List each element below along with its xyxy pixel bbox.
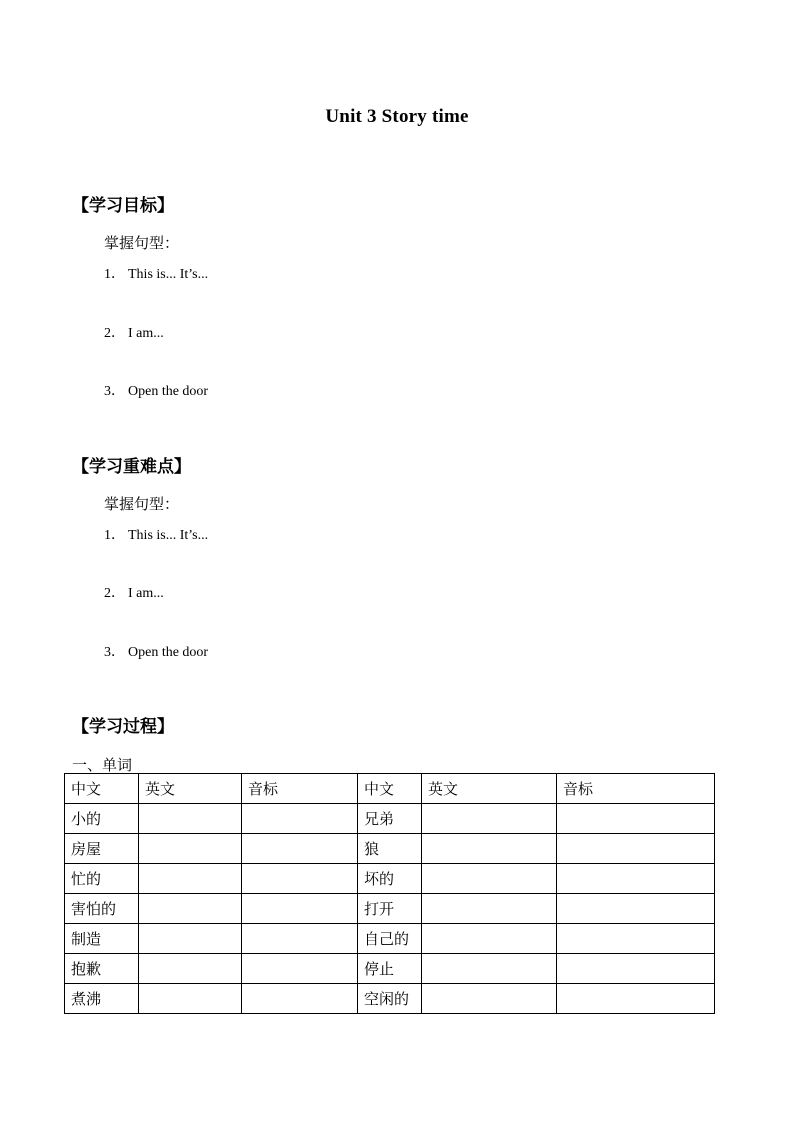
vocabulary-section-label: 一、单词: [72, 756, 133, 774]
goals-item-3-text: Open the door: [128, 384, 209, 399]
word-phonetic-blank[interactable]: [242, 894, 358, 924]
word-english-blank[interactable]: [422, 894, 557, 924]
word-phonetic-blank[interactable]: [557, 924, 715, 954]
word-english-blank[interactable]: [422, 834, 557, 864]
word-phonetic-blank[interactable]: [242, 834, 358, 864]
header-english: 英文: [139, 774, 242, 804]
goals-intro: 掌握句型：: [104, 234, 180, 252]
word-english-blank[interactable]: [422, 954, 557, 984]
word-english-blank[interactable]: [139, 924, 242, 954]
word-english-blank[interactable]: [139, 984, 242, 1014]
table-row: [65, 804, 715, 834]
table-row: [65, 924, 715, 954]
word-english-blank[interactable]: [422, 984, 557, 1014]
word-english-blank[interactable]: [139, 894, 242, 924]
key-points-item-2-number: 2．: [104, 586, 125, 601]
header-english-2: 英文: [422, 774, 557, 804]
table-row: [65, 984, 715, 1014]
word-chinese: 抱歉: [65, 954, 139, 984]
word-chinese: 空闲的: [358, 984, 422, 1014]
table-row: [65, 834, 715, 864]
word-phonetic-blank[interactable]: [242, 954, 358, 984]
word-english-blank[interactable]: [422, 864, 557, 894]
word-chinese: 害怕的: [65, 894, 139, 924]
word-phonetic-blank[interactable]: [557, 954, 715, 984]
word-english-blank[interactable]: [422, 924, 557, 954]
key-points-item-2: [104, 582, 164, 602]
key-points-item-1: [104, 524, 208, 544]
header-chinese-2: 中文: [358, 774, 422, 804]
goals-item-2-number: 2．: [104, 326, 125, 341]
word-chinese: 自己的: [358, 924, 422, 954]
key-points-item-1-text: This is... It’s...: [128, 528, 209, 543]
goals-item-1-number: 1．: [104, 267, 125, 282]
process-heading: 【学习过程】: [72, 717, 174, 737]
word-chinese: 制造: [65, 924, 139, 954]
goals-item-3: [104, 380, 208, 400]
key-points-item-1-number: 1．: [104, 528, 125, 543]
word-phonetic-blank[interactable]: [557, 804, 715, 834]
goals-item-1: [104, 263, 208, 283]
table-row: [65, 954, 715, 984]
word-phonetic-blank[interactable]: [242, 864, 358, 894]
goals-item-2: [104, 322, 164, 342]
key-points-item-3-text: Open the door: [128, 645, 209, 660]
word-chinese: 房屋: [65, 834, 139, 864]
word-chinese: 坏的: [358, 864, 422, 894]
header-chinese: 中文: [65, 774, 139, 804]
word-phonetic-blank[interactable]: [557, 864, 715, 894]
word-chinese: 兄弟: [358, 804, 422, 834]
key-points-item-3-number: 3．: [104, 645, 125, 660]
word-english-blank[interactable]: [422, 804, 557, 834]
word-phonetic-blank[interactable]: [557, 984, 715, 1014]
table-row: [65, 894, 715, 924]
header-phonetic: 音标: [242, 774, 358, 804]
key-points-item-3: [104, 641, 208, 661]
word-chinese: 煮沸: [65, 984, 139, 1014]
key-points-intro: 掌握句型：: [104, 495, 180, 513]
word-chinese: 停止: [358, 954, 422, 984]
page-title: Unit 3 Story time: [325, 106, 469, 127]
goals-item-2-text: I am...: [128, 326, 164, 341]
word-phonetic-blank[interactable]: [557, 894, 715, 924]
word-english-blank[interactable]: [139, 804, 242, 834]
key-points-item-2-text: I am...: [128, 586, 164, 601]
word-chinese: 小的: [65, 804, 139, 834]
word-phonetic-blank[interactable]: [242, 804, 358, 834]
goals-item-3-number: 3．: [104, 384, 125, 399]
key-points-heading: 【学习重难点】: [72, 457, 191, 477]
word-phonetic-blank[interactable]: [557, 834, 715, 864]
goals-heading: 【学习目标】: [72, 196, 174, 216]
word-phonetic-blank[interactable]: [242, 984, 358, 1014]
word-english-blank[interactable]: [139, 954, 242, 984]
header-phonetic-2: 音标: [557, 774, 715, 804]
word-phonetic-blank[interactable]: [242, 924, 358, 954]
word-english-blank[interactable]: [139, 834, 242, 864]
word-chinese: 忙的: [65, 864, 139, 894]
vocabulary-table: [64, 773, 715, 1014]
word-english-blank[interactable]: [139, 864, 242, 894]
goals-item-1-text: This is... It’s...: [128, 267, 209, 282]
table-row: [65, 864, 715, 894]
word-chinese: 打开: [358, 894, 422, 924]
table-header-row: [65, 774, 715, 804]
word-chinese: 狼: [358, 834, 422, 864]
